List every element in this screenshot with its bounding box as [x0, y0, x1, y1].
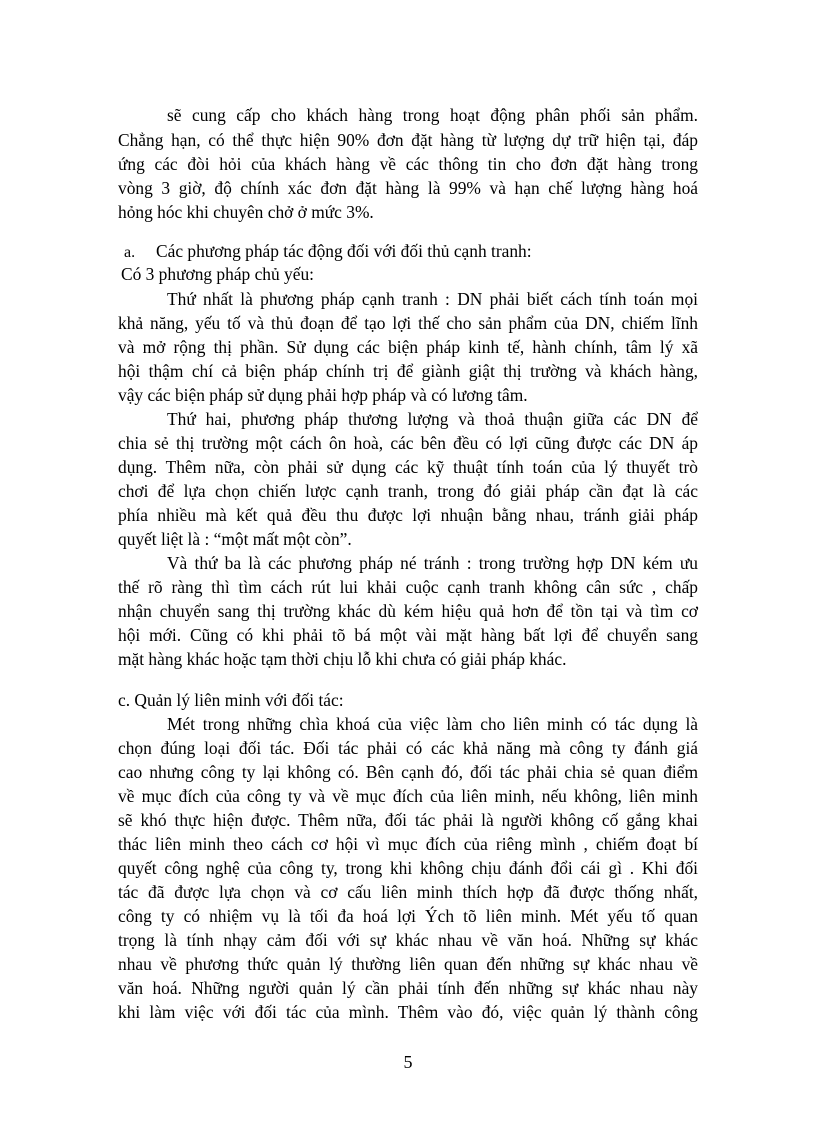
para3-line-2: thế rõ ràng thì tìm cách rút lui khải cuộc cạnh tranh không cân sức , chấp — [118, 577, 698, 597]
intro-line-3: ứng các đòi hỏi của khách hàng về các thông tin cho đơn đặt hàng trong — [118, 154, 698, 174]
page-number: 5 — [403, 1052, 413, 1072]
intro-line-5: hỏng hóc khi chuyên chở ở mức 3%. — [118, 202, 374, 222]
para2-line-3: dụng. Thêm nữa, còn phải sử dụng các kỹ thuật tính toán của lý thuyết trò — [118, 457, 698, 477]
para-c-line-3: cao nhưng công ty lại không có. Bên cạnh đó, đối tác phải chia sẻ quan điểm — [118, 762, 698, 782]
para2-line-6: quyết liệt là : “một mất một còn”. — [118, 529, 352, 549]
para-c-line-12: văn hoá. Những người quản lý cần phải tính đến những sự khác nhau này — [118, 978, 698, 998]
para-c-line-4: về mục đích của công ty và về mục đích của liên minh, nếu không, liên minh — [118, 786, 698, 806]
section-a-subheading: Có 3 phương pháp chủ yếu: — [121, 264, 314, 284]
para1-line-2: khả năng, yếu tố và thủ đoạn để tạo lợi thế cho sản phẩm của DN, chiếm lĩnh — [118, 313, 698, 333]
para3-line-5: mặt hàng khác hoặc tạm thời chịu lỗ khi chưa có giải pháp khác. — [118, 649, 567, 669]
section-a-marker: a. — [124, 244, 136, 261]
para2-line-2: chia sẻ thị trường một cách ôn hoà, các bên đều có lợi cũng được các DN áp — [118, 433, 698, 453]
para-c-line-9: công ty có nhiệm vụ là tối đa hoá lợi Ých tõ liên minh. Mét yếu tố quan — [118, 906, 698, 926]
para3-line-4: hội mới. Cũng có khi phải tõ bá một vài mặt hàng bất lợi để chuyển sang — [118, 625, 698, 645]
para-c-line-10: trọng là tính nhạy cảm đối với sự khác nhau về văn hoá. Những sự khác — [118, 930, 698, 950]
para1-line-5: vậy các biện pháp sử dụng phải hợp pháp và có lương tâm. — [118, 385, 528, 405]
para-c-line-6: thác liên minh theo cách cơ hội vì mục đích của riêng mình , chiếm đoạt bí — [118, 834, 698, 854]
para-c-line-13: khi làm việc với đối tác của mình. Thêm vào đó, việc quản lý thành công — [118, 1002, 698, 1022]
para-c-line-5: sẽ khó thực hiện được. Thêm nữa, đối tác phải là người không cố gắng khai — [118, 810, 698, 830]
para2-line-5: phía nhiều mà kết quả đều thu được lợi nhuận bằng nhau, tránh giải pháp — [118, 505, 698, 525]
intro-line-1: sẽ cung cấp cho khách hàng trong hoạt động phân phối sản phẩm. — [167, 105, 698, 125]
para1-line-3: và mở rộng thị phần. Sử dụng các biện pháp kinh tế, hành chính, tâm lý xã — [118, 337, 698, 357]
para-c-line-11: nhau về phương thức quản lý thường liên quan đến những sự khác nhau về — [118, 954, 698, 974]
para-c-line-1: Mét trong những chìa khoá của việc làm cho liên minh có tác dụng là — [167, 714, 698, 734]
para1-line-1: Thứ nhất là phương pháp cạnh tranh : DN phải biết cách tính toán mọi — [167, 289, 698, 309]
para1-line-4: hội thậm chí cả biện pháp chính trị để giành giật thị trường và khách hàng, — [118, 361, 698, 381]
para2-line-4: chơi để lựa chọn chiến lược cạnh tranh, trong đó giải pháp cần đạt là các — [118, 481, 698, 501]
intro-line-2: Chẳng hạn, có thể thực hiện 90% đơn đặt hàng từ lượng dự trữ hiện tại, đáp — [118, 130, 698, 150]
para-c-line-7: quyết công nghệ của công ty, trong khi không chịu đánh đổi cái gì . Khi đối — [118, 858, 698, 878]
para3-line-1: Và thứ ba là các phương pháp né tránh : trong trường hợp DN kém ưu — [167, 553, 698, 573]
para-c-line-8: tác đã được lựa chọn và cơ cấu liên minh thích hợp đã được thống nhất, — [118, 882, 698, 902]
para3-line-3: nhận chuyển sang thị trường khác dù kém hiệu quả hơn để tồn tại và tìm cơ — [118, 601, 698, 621]
para2-line-1: Thứ hai, phương pháp thương lượng và thoả thuận giữa các DN để — [167, 409, 698, 429]
intro-line-4: vòng 3 giờ, độ chính xác đơn đặt hàng là 99% và hạn chế lượng hàng hoá — [118, 178, 698, 198]
section-a-heading: Các phương pháp tác động đối với đối thủ cạnh tranh: — [156, 241, 532, 261]
section-c-heading: c. Quản lý liên minh với đối tác: — [118, 690, 344, 710]
para-c-line-2: chọn đúng loại đối tác. Đối tác phải có các khả năng mà công ty đánh giá — [118, 738, 698, 758]
